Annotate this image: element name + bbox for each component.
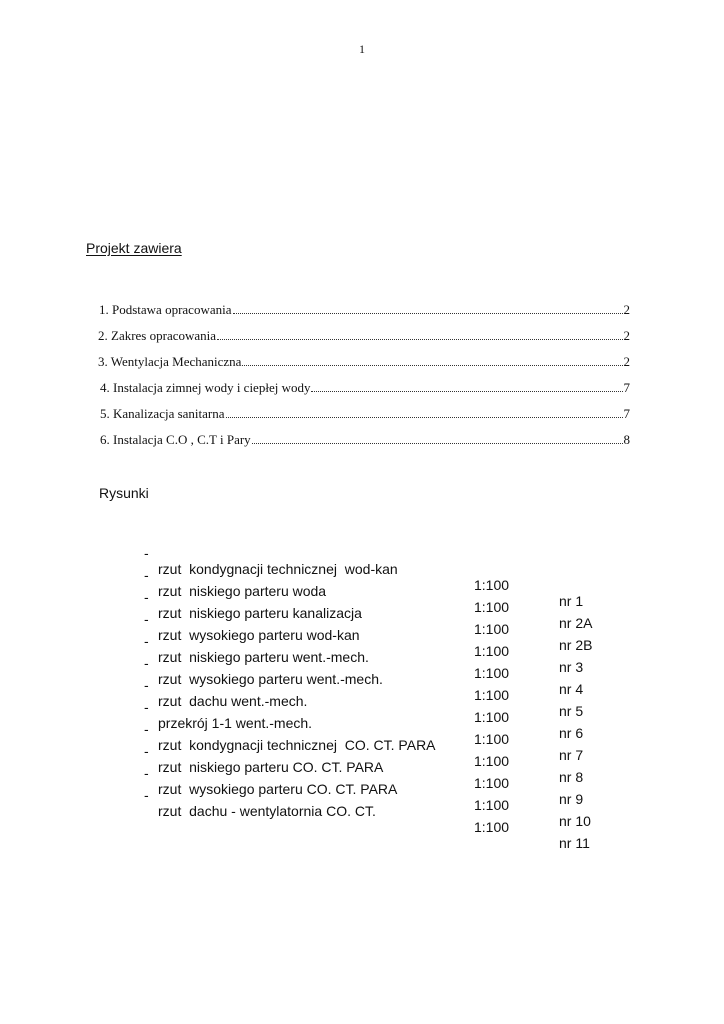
toc-entry bbox=[100, 406, 630, 424]
toc-entry-page: 2 bbox=[623, 302, 630, 317]
drawing-name: rzut dachu went.-mech. bbox=[158, 693, 308, 709]
toc-entry-title: 1. Podstawa opracowania bbox=[99, 302, 232, 317]
toc-leader-dots bbox=[226, 406, 623, 418]
list-bullet: - bbox=[144, 677, 149, 693]
drawing-name: rzut niskiego parteru went.-mech. bbox=[158, 649, 369, 665]
drawing-scale: 1:100 bbox=[474, 665, 510, 681]
list-bullet: - bbox=[144, 655, 149, 671]
toc-entry-title: 3. Wentylacja Mechaniczna bbox=[98, 354, 242, 369]
drawing-number: nr 10 bbox=[559, 813, 591, 829]
drawing-name: rzut niskiego parteru kanalizacja bbox=[158, 605, 362, 621]
drawing-name: rzut kondygnacji technicznej CO. CT. PARA bbox=[158, 737, 436, 753]
drawing-name: rzut wysokiego parteru CO. CT. PARA bbox=[158, 781, 398, 797]
toc-entry bbox=[100, 380, 630, 398]
drawing-name: przekrój 1-1 went.-mech. bbox=[158, 715, 313, 731]
toc-entry-page: 8 bbox=[623, 432, 630, 447]
toc-entry-page: 7 bbox=[623, 380, 630, 395]
toc-entry-title: 2. Zakres opracowania bbox=[98, 328, 217, 343]
drawing-scale: 1:100 bbox=[474, 599, 510, 615]
page-number: 1 bbox=[359, 42, 365, 56]
drawing-scale: 1:100 bbox=[474, 643, 510, 659]
toc-leader-dots bbox=[217, 328, 622, 340]
toc-entry-title: 6. Instalacja C.O , C.T i Pary bbox=[100, 432, 251, 447]
toc-entry-page: 7 bbox=[623, 406, 630, 421]
toc-leader-dots bbox=[252, 432, 623, 444]
drawing-name: rzut niskiego parteru woda bbox=[158, 583, 327, 599]
drawing-name: rzut wysokiego parteru wod-kan bbox=[158, 627, 360, 643]
drawing-number: nr 6 bbox=[559, 725, 584, 741]
list-bullet: - bbox=[144, 589, 149, 605]
toc-entry bbox=[99, 302, 630, 320]
drawing-number: nr 2B bbox=[559, 637, 593, 653]
toc-entry-title: 5. Kanalizacja sanitarna bbox=[100, 406, 225, 421]
list-bullet: - bbox=[144, 787, 149, 803]
toc-entry bbox=[98, 354, 630, 372]
toc-leader-dots bbox=[233, 302, 623, 314]
drawing-name: rzut dachu - wentylatornia CO. CT. bbox=[158, 803, 376, 819]
drawing-number: nr 3 bbox=[559, 659, 584, 675]
drawing-number: nr 7 bbox=[559, 747, 584, 763]
drawing-number: nr 1 bbox=[559, 593, 584, 609]
list-bullet: - bbox=[144, 699, 149, 715]
toc-entry bbox=[98, 328, 630, 346]
drawing-scale: 1:100 bbox=[474, 731, 510, 747]
toc-entry bbox=[100, 432, 630, 450]
drawing-number: nr 9 bbox=[559, 791, 584, 807]
contents-heading: Projekt zawiera bbox=[86, 240, 182, 256]
list-bullet: - bbox=[144, 633, 149, 649]
list-bullet: - bbox=[144, 743, 149, 759]
list-bullet: - bbox=[144, 721, 149, 737]
drawing-scale: 1:100 bbox=[474, 621, 510, 637]
drawing-name: rzut kondygnacji technicznej wod-kan bbox=[158, 561, 398, 577]
toc-entry-title: 4. Instalacja zimnej wody i ciepłej wody bbox=[100, 380, 311, 395]
toc-leader-dots bbox=[242, 354, 622, 366]
drawing-number: nr 11 bbox=[559, 835, 590, 851]
drawing-number: nr 5 bbox=[559, 703, 584, 719]
list-bullet: - bbox=[144, 567, 149, 583]
drawing-scale: 1:100 bbox=[474, 577, 510, 593]
drawing-name: rzut niskiego parteru CO. CT. PARA bbox=[158, 759, 384, 775]
toc-entry-page: 2 bbox=[623, 354, 630, 369]
drawings-heading: Rysunki bbox=[99, 485, 149, 501]
toc-entry-page: 2 bbox=[623, 328, 630, 343]
drawing-scale: 1:100 bbox=[474, 819, 510, 835]
toc-leader-dots bbox=[311, 380, 622, 392]
drawing-scale: 1:100 bbox=[474, 753, 510, 769]
list-bullet: - bbox=[144, 765, 149, 781]
list-bullet: - bbox=[144, 545, 149, 561]
drawing-scale: 1:100 bbox=[474, 709, 510, 725]
drawing-number: nr 2A bbox=[559, 615, 593, 631]
drawing-number: nr 4 bbox=[559, 681, 584, 697]
list-bullet: - bbox=[144, 611, 149, 627]
drawing-number: nr 8 bbox=[559, 769, 584, 785]
drawing-name: rzut wysokiego parteru went.-mech. bbox=[158, 671, 383, 687]
drawing-scale: 1:100 bbox=[474, 687, 510, 703]
drawing-scale: 1:100 bbox=[474, 797, 510, 813]
drawing-scale: 1:100 bbox=[474, 775, 510, 791]
